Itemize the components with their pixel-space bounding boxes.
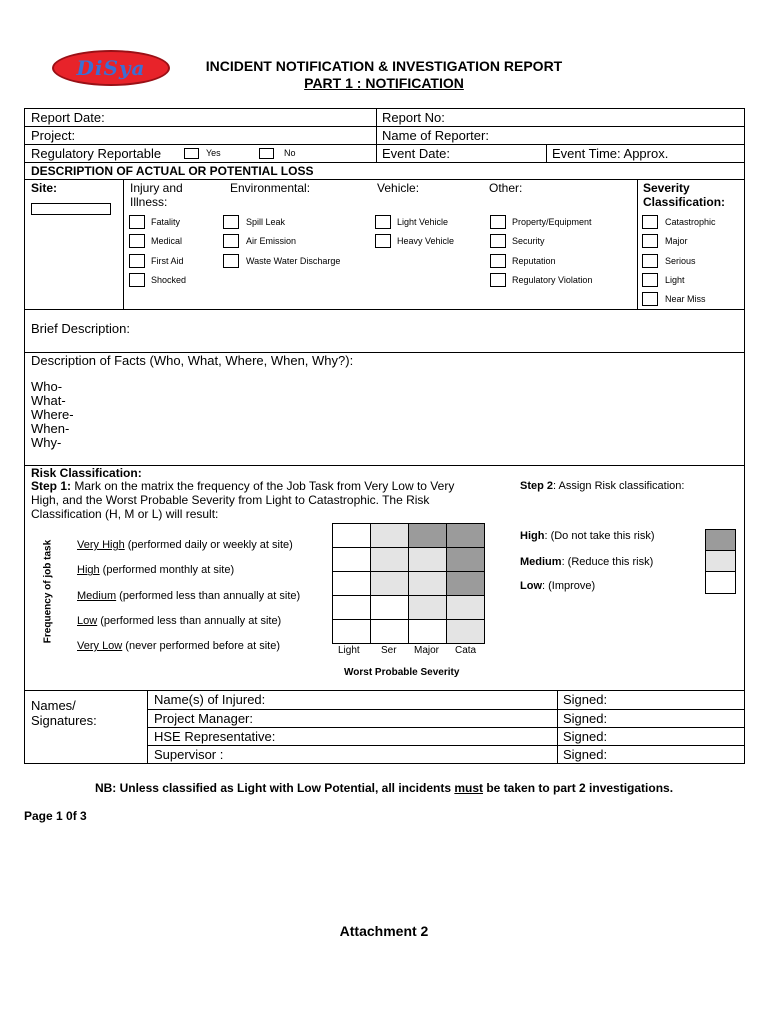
risk-step1 [31,479,501,521]
matrix-cell[interactable] [332,619,371,644]
shocked-label: Shocked [151,275,187,285]
signed-field-4[interactable]: Signed: [563,747,608,762]
report-title: INCIDENT NOTIFICATION & INVESTIGATION REPORT [205,58,563,74]
signed-field-2[interactable]: Signed: [563,711,608,726]
fatality-checkbox[interactable] [129,215,145,229]
matrix-cell[interactable] [408,523,447,548]
hse-representative-field[interactable]: HSE Representative: [154,729,276,744]
severity-label: Severity Classification: [643,181,726,209]
facts-list[interactable] [31,380,74,450]
matrix-cell[interactable] [446,571,485,596]
event-date-field[interactable]: Event Date: [382,146,450,161]
fatality-label: Fatality [151,217,181,227]
light-checkbox[interactable] [642,273,658,287]
major-checkbox[interactable] [642,234,658,248]
facts-who: Who- [31,379,63,394]
freq-low: Low (performed less than annually at site) [77,614,282,627]
step1-line3: Classification (H, M or L) will result: [31,507,219,521]
matrix-cell[interactable] [408,619,447,644]
project-field[interactable]: Project: [31,128,76,143]
matrix-cell[interactable] [332,547,371,572]
col-major: Major [414,645,440,656]
matrix-cell[interactable] [370,619,409,644]
report-no-field[interactable]: Report No: [382,110,445,125]
regulatory-no-label: No [284,148,296,158]
step2-label: Step 2 [520,480,554,492]
security-label: Security [512,236,545,246]
facts-heading: Description of Facts (Who, What, Where, When, Why?): [31,353,354,368]
signatures-label: Names/ Signatures: [31,698,97,728]
regulatory-violation-checkbox[interactable] [490,273,506,287]
first-aid-label: First Aid [151,256,184,266]
step2-text: : Assign Risk classification: [553,480,685,492]
reporter-field[interactable]: Name of Reporter: [382,128,489,143]
regulatory-no-checkbox[interactable] [259,148,274,159]
matrix-cell[interactable] [446,619,485,644]
matrix-cell[interactable] [370,595,409,620]
heavy-vehicle-checkbox[interactable] [375,234,391,248]
step1-line1: Mark on the matrix the frequency of the Job Task from Very Low to Very [74,479,455,493]
spill-leak-checkbox[interactable] [223,215,239,229]
high-risk-box[interactable] [705,529,736,551]
project-manager-field[interactable]: Project Manager: [154,711,253,726]
report-subtitle: PART 1 : NOTIFICATION [304,75,464,91]
severity-axis-title: Worst Probable Severity [344,667,460,678]
supervisor-field[interactable]: Supervisor : [154,747,224,762]
freq-high: High (performed monthly at site) [77,564,235,577]
property-checkbox[interactable] [490,215,506,229]
matrix-cell[interactable] [408,547,447,572]
low-risk-box[interactable] [705,571,736,594]
facts-why: Why- [31,435,62,450]
step1-label: Step 1: [31,479,72,493]
page-number: Page 1 0f 3 [24,809,87,823]
signed-field-3[interactable]: Signed: [563,729,608,744]
freq-medium: Medium (performed less than annually at site) [77,589,301,602]
col-ser: Ser [381,645,397,656]
risk-heading: Risk Classification: [31,466,142,480]
vehicle-label: Vehicle: [377,181,420,195]
report-date-field[interactable]: Report Date: [31,110,105,125]
other-label: Other: [489,181,523,195]
level-high: High: (Do not take this risk) [520,530,655,542]
light-label: Light [665,275,685,285]
risk-matrix [332,523,486,646]
event-time-field[interactable]: Event Time: Approx. [552,146,669,161]
spill-leak-label: Spill Leak [246,217,286,227]
medium-risk-box[interactable] [705,550,736,572]
site-label: Site: [31,181,58,195]
injury-label: Injury and Illness: [130,181,183,209]
col-light: Light [338,645,360,656]
light-vehicle-label: Light Vehicle [397,217,449,227]
frequency-axis-label: Frequency of job task [42,539,54,644]
medical-checkbox[interactable] [129,234,145,248]
matrix-cell[interactable] [370,523,409,548]
serious-checkbox[interactable] [642,254,658,268]
regulatory-yes-checkbox[interactable] [184,148,199,159]
air-emission-checkbox[interactable] [223,234,239,248]
investigation-note: NB: Unless classified as Light with Low Potential, all incidents must be taken to part 2 investigations. [94,781,674,795]
brief-description-field[interactable]: Brief Description: [31,321,130,336]
step1-line2: High, and the Worst Probable Severity from Light to Catastrophic. The Risk [31,493,430,507]
catastrophic-checkbox[interactable] [642,215,658,229]
facts-where: Where- [31,407,74,422]
facts-what: What- [31,393,66,408]
near-miss-label: Near Miss [665,294,706,304]
catastrophic-label: Catastrophic [665,217,716,227]
matrix-cell[interactable] [370,547,409,572]
matrix-cell[interactable] [332,595,371,620]
waste-water-label: Waste Water Discharge [246,256,341,266]
facts-when: When- [31,421,70,436]
property-label: Property/Equipment [512,217,592,227]
risk-step2 [520,480,684,492]
signed-field-1[interactable]: Signed: [563,692,608,707]
matrix-cell[interactable] [446,595,485,620]
medical-label: Medical [151,236,183,246]
major-label: Major [665,236,688,246]
frequency-list [77,533,300,659]
level-medium: Medium: (Reduce this risk) [520,556,654,568]
matrix-cell[interactable] [446,523,485,548]
shocked-checkbox[interactable] [129,273,145,287]
serious-label: Serious [665,256,696,266]
first-aid-checkbox[interactable] [129,254,145,268]
air-emission-label: Air Emission [246,236,297,246]
waste-water-checkbox[interactable] [223,254,239,268]
freq-very-low: Very Low (never performed before at site) [77,640,280,653]
reputation-label: Reputation [512,256,556,266]
logo-text: DiSya [76,56,146,80]
freq-very-high: Very High (performed daily or weekly at site) [77,539,293,551]
col-cata: Cata [455,645,477,656]
level-low: Low: (Improve) [520,580,596,592]
matrix-cell[interactable] [370,571,409,596]
loss-heading: DESCRIPTION OF ACTUAL OR POTENTIAL LOSS [31,164,314,178]
matrix-cell[interactable] [332,571,371,596]
regulatory-violation-label: Regulatory Violation [512,275,593,285]
security-checkbox[interactable] [490,234,506,248]
regulatory-label: Regulatory Reportable [31,146,162,161]
site-input[interactable] [31,203,111,215]
heavy-vehicle-label: Heavy Vehicle [397,236,455,246]
matrix-cell[interactable] [332,523,371,548]
reputation-checkbox[interactable] [490,254,506,268]
matrix-cell[interactable] [446,547,485,572]
regulatory-yes-label: Yes [206,148,221,158]
matrix-cell[interactable] [408,571,447,596]
injured-name-field[interactable]: Name(s) of Injured: [154,692,266,707]
light-vehicle-checkbox[interactable] [375,215,391,229]
near-miss-checkbox[interactable] [642,292,658,306]
environmental-label: Environmental: [230,181,311,195]
attachment-label: Attachment 2 [339,923,429,939]
matrix-cell[interactable] [408,595,447,620]
